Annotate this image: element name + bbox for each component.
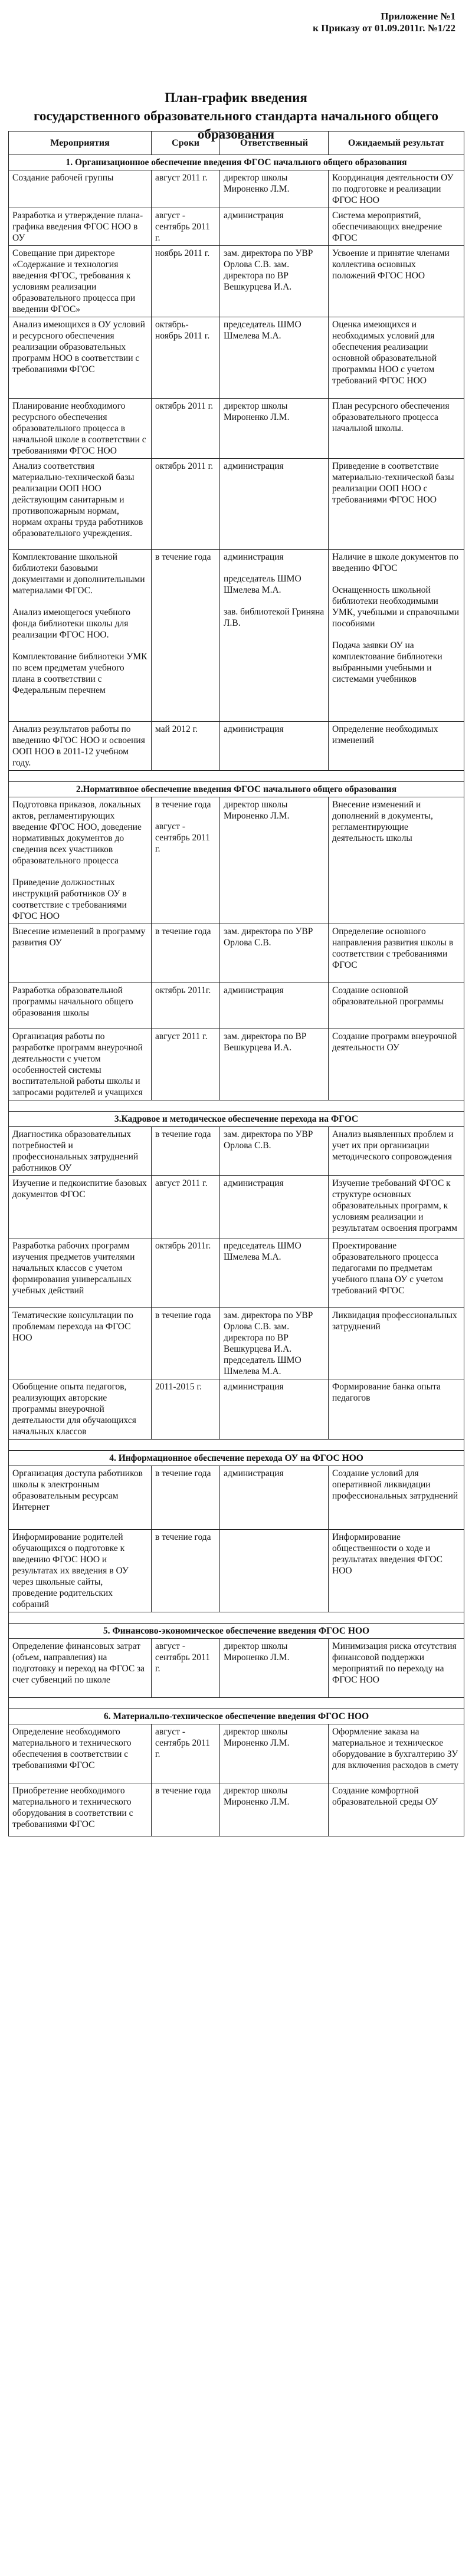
section-gap-cell <box>9 1698 464 1709</box>
cell-text: Информирование родителей обучающихся о подготовке к введению ФГОС НОО и результатах их введения в ОУ через школьные сайты, проведение родительских собраний <box>12 1532 129 1609</box>
cell-text: в течение года <box>155 1786 211 1796</box>
cell-text: Анализ выявленных проблем и учет их при организации методического сопровождения <box>332 1129 454 1162</box>
responsible-cell <box>220 983 329 1029</box>
event-cell <box>9 1308 152 1379</box>
cell-text: Комплектование школьной библиотеки базовыми документами и дополнительными материалами ФГОС. <box>12 552 145 596</box>
section-title: 2.Нормативное обеспечение введения ФГОС начального общего образования <box>9 782 464 797</box>
result-cell <box>329 317 464 399</box>
result-cell <box>329 1029 464 1100</box>
cell-text: Комплектование библиотеки УМК по всем предметам учебного плана в соответствии с Федеральным перечнем <box>12 652 148 695</box>
cell-text: зам. директора по УВР Орлова С.В. зам. директора по ВР Вешкурцева И.А. <box>224 248 313 292</box>
column-header-expected-result: Ожидаемый результат <box>329 132 464 155</box>
cell-text: август - сентябрь 2011 г. <box>155 1641 210 1674</box>
cell-text: в течение года <box>155 552 211 562</box>
cell-text: администрация <box>224 1178 284 1188</box>
table-row <box>9 1379 464 1440</box>
cell-text: администрация <box>224 1382 284 1392</box>
event-cell <box>9 983 152 1029</box>
section-header-row <box>9 1709 464 1724</box>
section-header-row <box>9 1624 464 1639</box>
cell-text: Приведение должностных инструкций работников ОУ в соответствие с требованиями ФГОС НОО <box>12 878 127 921</box>
deadline-cell <box>152 550 220 722</box>
section-header-row <box>9 155 464 170</box>
deadline-cell <box>152 924 220 983</box>
event-cell <box>9 1127 152 1176</box>
table-row <box>9 1530 464 1612</box>
section-gap-cell <box>9 1440 464 1451</box>
cell-text: Система мероприятий, обеспечивающих внедрение ФГОС <box>332 211 442 243</box>
deadline-cell <box>152 797 220 924</box>
column-header-events: Мероприятия <box>9 132 152 155</box>
result-cell <box>329 550 464 722</box>
cell-text: Оснащенность школьной библиотеки необходимыми УМК, учебными и справочными пособиями <box>332 585 459 629</box>
result-cell <box>329 1238 464 1308</box>
responsible-cell <box>220 1639 329 1698</box>
deadline-cell <box>152 1530 220 1612</box>
table-row <box>9 1308 464 1379</box>
section-gap-cell <box>9 1100 464 1112</box>
deadline-cell <box>152 170 220 208</box>
cell-text: Обобщение опыта педагогов, реализующих авторские программы внеурочной деятельности для обучающихся начальных классов <box>12 1382 136 1437</box>
deadline-cell <box>152 722 220 771</box>
table-row <box>9 208 464 246</box>
section-gap-cell <box>9 1612 464 1624</box>
result-cell <box>329 1127 464 1176</box>
result-cell <box>329 170 464 208</box>
deadline-cell <box>152 1029 220 1100</box>
section-header-row <box>9 1112 464 1127</box>
title-line-1: План-график введения <box>165 90 307 105</box>
cell-text: Тематические консультации по проблемам перехода на ФГОС НОО <box>12 1310 133 1343</box>
title-line-2: государственного образовательного стандарта начального общего образования <box>33 109 439 142</box>
cell-text: Проектирование образовательного процесса педагогами по предметам учебного плана ОУ с учетом требований ФГОС <box>332 1241 444 1296</box>
result-cell <box>329 1466 464 1530</box>
cell-text: Минимизация риска отсутствия финансовой поддержки мероприятий по переходу на ФГОС НОО <box>332 1641 457 1685</box>
deadline-cell <box>152 1238 220 1308</box>
cell-text: 2011-2015 г. <box>155 1382 202 1392</box>
event-cell <box>9 459 152 550</box>
section-gap <box>9 1612 464 1624</box>
cell-text: Внесение изменений и дополнений в документы, регламентирующие деятельность школы <box>332 800 433 843</box>
event-cell <box>9 399 152 459</box>
deadline-cell <box>152 317 220 399</box>
cell-text: Анализ имеющегося учебного фонда библиотеки школы для реализации ФГОС НОО. <box>12 607 130 640</box>
cell-text: Ликвидация профессиональных затруднений <box>332 1310 457 1332</box>
cell-text: Усвоение и принятие членами коллектива основных положений ФГОС НОО <box>332 248 450 281</box>
cell-text: зам. директора по УВР Орлова С.В. <box>224 1129 313 1151</box>
section-header-row <box>9 1451 464 1466</box>
result-cell <box>329 722 464 771</box>
table-row <box>9 170 464 208</box>
responsible-cell <box>220 246 329 317</box>
cell-text: Определение основного направления развития школы в соответствии с требованиями ФГОС <box>332 926 454 970</box>
table-row <box>9 1783 464 1836</box>
cell-text: Наличие в школе документов по введению ФГОС <box>332 552 459 573</box>
deadline-cell <box>152 208 220 246</box>
cell-text: зам. директора по УВР Орлова С.В. зам. директора по ВР Вешкурцева И.А. председатель ШМО Шмелева М.А. <box>224 1310 313 1376</box>
cell-text: председатель ШМО Шмелева М.А. <box>224 1241 301 1262</box>
event-cell <box>9 1238 152 1308</box>
section-gap <box>9 1100 464 1112</box>
section-title: 1. Организационное обеспечение введения ФГОС начального общего образования <box>9 155 464 170</box>
result-cell <box>329 246 464 317</box>
responsible-cell <box>220 399 329 459</box>
result-cell <box>329 459 464 550</box>
event-cell <box>9 550 152 722</box>
event-cell <box>9 797 152 924</box>
column-header-deadlines: Сроки <box>152 132 220 155</box>
cell-text: Организация работы по разработке программ внеурочной деятельности с учетом особенностей системы воспитательной работы школы и запросами родителей и учащихся <box>12 1031 143 1098</box>
result-cell <box>329 1783 464 1836</box>
cell-text: в течение года <box>155 1468 211 1478</box>
deadline-cell <box>152 246 220 317</box>
result-cell <box>329 924 464 983</box>
responsible-cell <box>220 1176 329 1238</box>
event-cell <box>9 1639 152 1698</box>
table-row <box>9 1238 464 1308</box>
responsible-cell <box>220 208 329 246</box>
event-cell <box>9 1176 152 1238</box>
responsible-cell <box>220 924 329 983</box>
table-row <box>9 1176 464 1238</box>
appendix-order-ref: к Приказу от 01.09.2011г. №1/22 <box>313 22 455 34</box>
cell-text: Определение финансовых затрат (объем, направления) на подготовку и переход на ФГОС за счет субвенций по школе <box>12 1641 145 1685</box>
responsible-cell <box>220 797 329 924</box>
event-cell <box>9 1783 152 1836</box>
cell-text: октябрь 2011 г. <box>155 401 214 411</box>
table-row <box>9 399 464 459</box>
cell-text: Создание комфортной образовательной среды ОУ <box>332 1786 438 1807</box>
deadline-cell <box>152 1783 220 1836</box>
cell-text: Создание условий для оперативной ликвидации профессиональных затруднений <box>332 1468 458 1501</box>
cell-text: Создание основной образовательной программы <box>332 985 444 1007</box>
event-cell <box>9 246 152 317</box>
cell-text: Оформление заказа на материальное и техническое оборудование в бухгалтерию ЗУ для включения расходов в смету <box>332 1727 459 1770</box>
table-row <box>9 983 464 1029</box>
deadline-cell <box>152 983 220 1029</box>
section-gap <box>9 771 464 782</box>
responsible-cell <box>220 1466 329 1530</box>
cell-text: План ресурсного обеспечения образовательного процесса начальной школы. <box>332 401 450 433</box>
appendix-note <box>313 11 455 34</box>
cell-text: зам. директора по ВР Вешкурцева И.А. <box>224 1031 307 1053</box>
cell-text: Анализ имеющихся в ОУ условий и ресурсного обеспечения реализации образовательных программ НОО в соответствии с требованиями ФГОС <box>12 320 145 374</box>
responsible-cell <box>220 1724 329 1783</box>
cell-text: в течение года <box>155 800 211 810</box>
cell-text: август - сентябрь 2011 г. <box>155 211 210 243</box>
table-row <box>9 1639 464 1698</box>
cell-text: администрация <box>224 552 284 562</box>
cell-text: в течение года <box>155 1129 211 1139</box>
responsible-cell <box>220 317 329 399</box>
responsible-cell <box>220 1530 329 1612</box>
event-cell <box>9 170 152 208</box>
cell-text: председатель ШМО Шмелева М.А. <box>224 320 301 341</box>
result-cell <box>329 1308 464 1379</box>
result-cell <box>329 1530 464 1612</box>
cell-text: Оценка имеющихся и необходимых условий для обеспечения реализации основной образовательной программы НОО с учетом требований ФГОС НОО <box>332 320 437 386</box>
event-cell <box>9 1724 152 1783</box>
table-row <box>9 1724 464 1783</box>
event-cell <box>9 1530 152 1612</box>
deadline-cell <box>152 1724 220 1783</box>
table-row <box>9 1029 464 1100</box>
cell-text: Приобретение необходимого материального и технического оборудования в соответствии с требованиями ФГОС <box>12 1786 133 1829</box>
cell-text: октябрь 2011 г. <box>155 461 214 471</box>
section-gap <box>9 1440 464 1451</box>
cell-text: Анализ соответствия материально-технической базы реализации ООП НОО действующим санитарным и противопожарным нормам, нормам охраны труда работников образовательного учреждения. <box>12 461 143 538</box>
result-cell <box>329 983 464 1029</box>
cell-text: Изучение требований ФГОС к структуре основных образовательных программ, к условиям реализации и результатам освоения программ <box>332 1178 457 1233</box>
deadline-cell <box>152 459 220 550</box>
cell-text: в течение года <box>155 1310 211 1320</box>
table-row <box>9 1127 464 1176</box>
cell-text: август 2011 г. <box>155 173 208 183</box>
cell-text: директор школы Мироненко Л.М. <box>224 1641 290 1662</box>
responsible-cell <box>220 722 329 771</box>
cell-text: Координация деятельности ОУ по подготовке и реализации ФГОС НОО <box>332 173 454 205</box>
cell-text: октябрь 2011г. <box>155 1241 211 1251</box>
cell-text: Информирование общественности о ходе и результатах введения ФГОС НОО <box>332 1532 442 1576</box>
deadline-cell <box>152 1379 220 1440</box>
responsible-cell <box>220 1379 329 1440</box>
cell-text: Планирование необходимого ресурсного обеспечения образовательного процесса в начальной школе в соответствии с требованиями ФГОС НОО <box>12 401 146 456</box>
cell-text: Разработка и утверждение плана-графика введения ФГОС НОО в ОУ <box>12 211 143 243</box>
cell-text: Изучение и педкоиспитие базовых документов ФГОС <box>12 1178 147 1200</box>
table-row <box>9 246 464 317</box>
cell-text: октябрь- ноябрь 2011 г. <box>155 320 210 341</box>
cell-text: Диагностика образовательных потребностей и профессиональных затруднений работников ОУ <box>12 1129 139 1173</box>
section-title: 6. Материально-техническое обеспечение введения ФГОС НОО <box>9 1709 464 1724</box>
section-title: 5. Финансово-экономическое обеспечение введения ФГОС НОО <box>9 1624 464 1639</box>
plan-table-body <box>9 155 464 1836</box>
cell-text: Подготовка приказов, локальных актов, регламентирующих введение ФГОС НОО, доведение нормативных документов до сведения всех участников образовательного процесса <box>12 800 142 866</box>
cell-text: Подача заявки ОУ на комплектование библиотеки выбранными учебными и системами учебников <box>332 640 442 684</box>
table-header-row <box>9 132 464 155</box>
event-cell <box>9 208 152 246</box>
responsible-cell <box>220 1308 329 1379</box>
cell-text: август 2011 г. <box>155 1178 208 1188</box>
responsible-cell <box>220 550 329 722</box>
table-row <box>9 317 464 399</box>
table-row <box>9 550 464 722</box>
deadline-cell <box>152 1127 220 1176</box>
table-row <box>9 1466 464 1530</box>
cell-text: зав. библиотекой Гриняна Л.В. <box>224 607 324 628</box>
cell-text: администрация <box>224 461 284 471</box>
plan-table <box>8 131 464 1836</box>
responsible-cell <box>220 170 329 208</box>
cell-text: Создание программ внеурочной деятельности ОУ <box>332 1031 457 1053</box>
cell-text: директор школы Мироненко Л.М. <box>224 173 290 194</box>
result-cell <box>329 1639 464 1698</box>
responsible-cell <box>220 1238 329 1308</box>
responsible-cell <box>220 1783 329 1836</box>
cell-text: администрация <box>224 724 284 734</box>
deadline-cell <box>152 1308 220 1379</box>
cell-text: директор школы Мироненко Л.М. <box>224 1786 290 1807</box>
event-cell <box>9 317 152 399</box>
event-cell <box>9 924 152 983</box>
cell-text: в течение года <box>155 926 211 937</box>
result-cell <box>329 399 464 459</box>
cell-text: Приведение в соответствие материально-технической базы реализации ООП НОО с требованиями ФГОС НОО <box>332 461 454 505</box>
cell-text: Организация доступа работников школы к электронным образовательным ресурсам Интернет <box>12 1468 143 1512</box>
deadline-cell <box>152 1466 220 1530</box>
result-cell <box>329 1724 464 1783</box>
responsible-cell <box>220 1029 329 1100</box>
cell-text: май 2012 г. <box>155 724 198 734</box>
section-gap-cell <box>9 771 464 782</box>
cell-text: Создание рабочей группы <box>12 173 114 183</box>
cell-text: зам. директора по УВР Орлова С.В. <box>224 926 313 948</box>
cell-text: Формирование банка опыта педагогов <box>332 1382 441 1403</box>
cell-text: администрация <box>224 1468 284 1478</box>
cell-text: август - сентябрь 2011 г. <box>155 1727 210 1759</box>
section-title: 3.Кадровое и методическое обеспечение перехода на ФГОС <box>9 1112 464 1127</box>
event-cell <box>9 1379 152 1440</box>
cell-text: директор школы Мироненко Л.М. <box>224 1727 290 1748</box>
table-row <box>9 924 464 983</box>
section-gap <box>9 1698 464 1709</box>
event-cell <box>9 722 152 771</box>
table-row <box>9 797 464 924</box>
section-header-row <box>9 782 464 797</box>
result-cell <box>329 1176 464 1238</box>
cell-text: октябрь 2011г. <box>155 985 211 995</box>
responsible-cell <box>220 459 329 550</box>
cell-text: Разработка образовательной программы начального общего образования школы <box>12 985 133 1018</box>
event-cell <box>9 1029 152 1100</box>
appendix-number: Приложение №1 <box>381 11 455 22</box>
cell-text: Внесение изменений в программу развития ОУ <box>12 926 146 948</box>
cell-text: в течение года <box>155 1532 211 1542</box>
cell-text: август 2011 г. <box>155 1031 208 1041</box>
cell-text: Определение необходимого материального и технического обеспечения в соответствии с требованиями ФГОС <box>12 1727 132 1770</box>
cell-text: Разработка рабочих программ изучения предметов учителями начальных классов с учетом формирования универсальных учебных действий <box>12 1241 135 1296</box>
responsible-cell <box>220 1127 329 1176</box>
deadline-cell <box>152 1639 220 1698</box>
cell-text: директор школы Мироненко Л.М. <box>224 401 290 422</box>
cell-text: Определение необходимых изменений <box>332 724 438 745</box>
cell-text: Совещание при директоре «Содержание и технология введения ФГОС, требования к условиям реализации образовательного процесса при введении ФГОС» <box>12 248 136 314</box>
deadline-cell <box>152 399 220 459</box>
deadline-cell <box>152 1176 220 1238</box>
cell-text: директор школы Мироненко Л.М. <box>224 800 290 821</box>
result-cell <box>329 1379 464 1440</box>
cell-text: август - сентябрь 2011 г. <box>155 822 210 854</box>
section-title: 4. Информационное обеспечение перехода ОУ на ФГОС НОО <box>9 1451 464 1466</box>
result-cell <box>329 208 464 246</box>
result-cell <box>329 797 464 924</box>
cell-text: председатель ШМО Шмелева М.А. <box>224 574 301 595</box>
cell-text: администрация <box>224 985 284 995</box>
table-row <box>9 459 464 550</box>
column-header-responsible: Ответственный <box>220 132 329 155</box>
event-cell <box>9 1466 152 1530</box>
cell-text: Анализ результатов работы по введению ФГОС НОО и освоения ООП НОО в 2011-12 учебном году. <box>12 724 145 768</box>
cell-text: ноябрь 2011 г. <box>155 248 210 258</box>
table-row <box>9 722 464 771</box>
cell-text: администрация <box>224 211 284 221</box>
